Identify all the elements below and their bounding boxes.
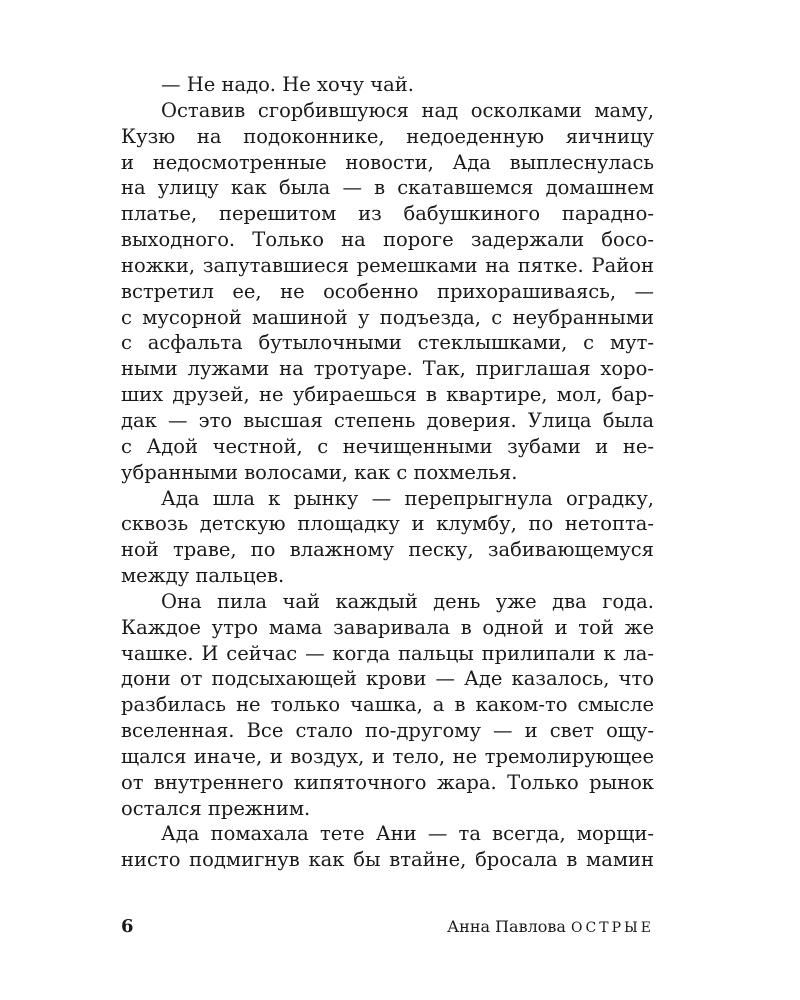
text-line: убранными волосами, как с похмелья. bbox=[121, 460, 518, 484]
text-line: чашке. И сейчас — когда пальцы прилипали к ла- bbox=[121, 641, 654, 665]
text-line: между пальцев. bbox=[121, 564, 285, 588]
text-line: дони от подсыхающей крови — Аде казалось, что bbox=[121, 667, 654, 691]
text-line: ножки, запутавшиеся ремешками на пятке. Район bbox=[121, 253, 654, 277]
text-line: Оставив сгорбившуюся над осколками маму, bbox=[161, 98, 654, 122]
text-line: сквозь детскую площадку и клумбу, по нетопта- bbox=[121, 512, 654, 536]
text-line: Она пила чай каждый день уже два года. bbox=[161, 589, 654, 613]
text-line: с асфальта бутылочными стеклышками, с мут- bbox=[121, 331, 654, 355]
text-line: щался иначе, и воздух, и тело, не тремолирующее bbox=[121, 744, 654, 768]
text-line: остался прежним. bbox=[121, 796, 311, 820]
text-line: встретил ее, не особенно прихорашиваясь, — bbox=[121, 279, 654, 303]
running-header bbox=[447, 914, 654, 941]
text-line: дак — это высшая степень доверия. Улица была bbox=[121, 408, 654, 432]
text-line: платье, перешитом из бабушкиного парадно- bbox=[121, 202, 654, 226]
text-line: Каждое утро мама заваривала в одной и той же bbox=[121, 615, 654, 639]
text-line: выходного. Только на пороге задержали босо- bbox=[121, 228, 654, 252]
page-footer bbox=[121, 914, 654, 940]
author-name: Анна Павлова bbox=[447, 917, 566, 936]
text-line: с Адой честной, с нечищенными зубами и не- bbox=[121, 434, 654, 458]
text-line: разбилась не только чашка, а в каком-то смысле bbox=[121, 693, 654, 717]
text-line: ными лужами на тротуаре. Так, приглашая хоро- bbox=[121, 357, 654, 381]
text-line: ной траве, по влажному песку, забивающемуся bbox=[121, 538, 654, 562]
text-line: на улицу как была — в скатавшемся домашнем bbox=[121, 176, 654, 200]
book-title: ОСТРЫЕ bbox=[571, 920, 654, 936]
text-line: нисто подмигнув как бы втайне, бросала в мамин bbox=[121, 848, 654, 872]
text-line: вселенная. Все стало по-другому — и свет ощу- bbox=[121, 719, 654, 743]
text-line: Ада помахала тете Ани — та всегда, морщи- bbox=[161, 822, 654, 846]
text-line: с мусорной машиной у подъезда, с неубранными bbox=[121, 305, 654, 329]
book-page-text bbox=[121, 72, 654, 873]
text-line: Кузю на подоконнике, недоеденную яичницу bbox=[121, 124, 654, 148]
text-line: и недосмотренные новости, Ада выплеснулась bbox=[121, 150, 654, 174]
text-line: от внутреннего кипяточного жара. Только рынок bbox=[121, 770, 654, 794]
text-line: Ада шла к рынку — перепрыгнула оградку, bbox=[161, 486, 654, 510]
text-line: ших друзей, не убираешься в квартире, мол, бар- bbox=[121, 383, 654, 407]
text-line: — Не надо. Не хочу чай. bbox=[161, 73, 414, 96]
page-number: 6 bbox=[121, 916, 134, 937]
